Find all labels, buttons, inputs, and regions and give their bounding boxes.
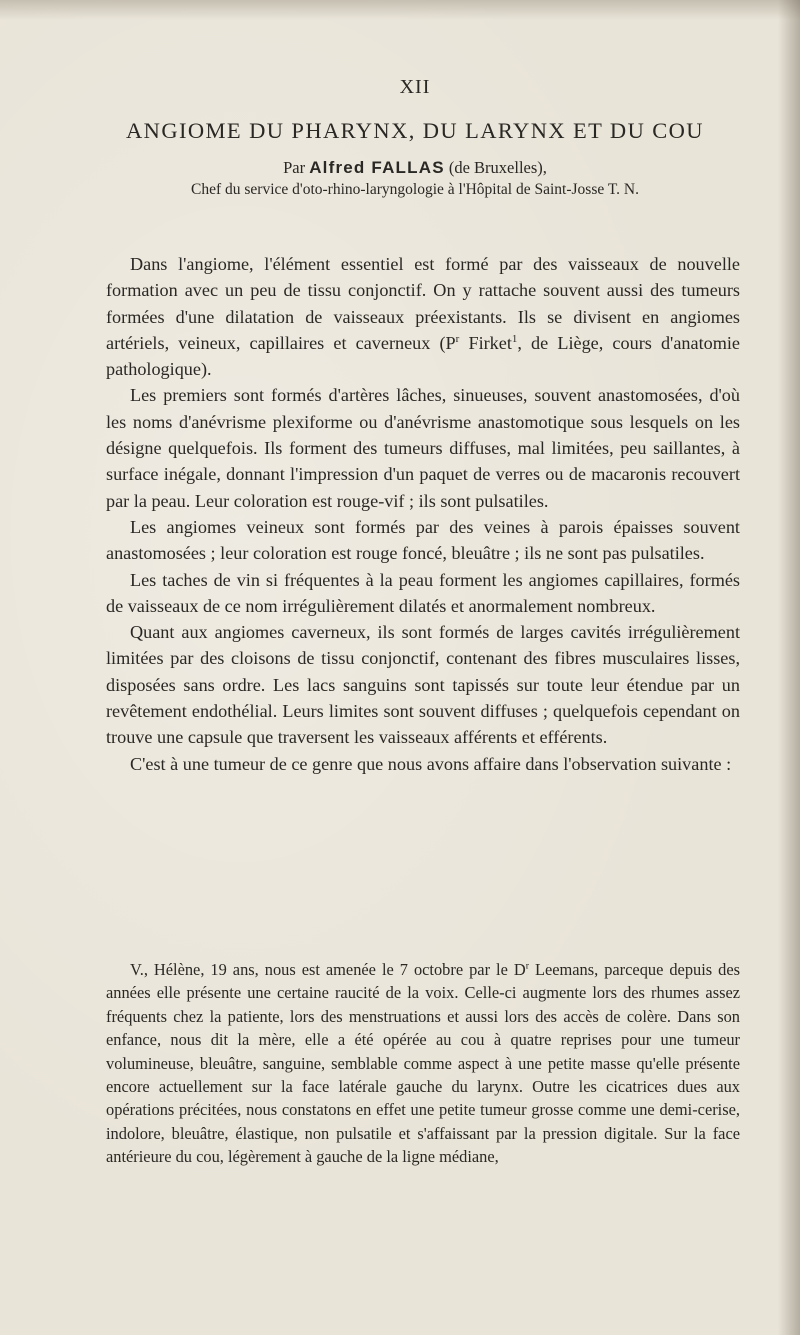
paragraph: C'est à une tumeur de ce genre que nous avons affaire dans l'observation suivante : <box>130 753 732 774</box>
superscript: r <box>455 332 460 345</box>
article-body <box>106 251 740 777</box>
byline-location: (de Bruxelles), <box>448 158 547 177</box>
author-affiliation: Chef du service d'oto-rhino-laryngologie à l'Hôpital de Saint-Josse T. N. <box>191 181 639 198</box>
page-shadow-right <box>778 0 800 1335</box>
superscript: r <box>525 960 529 972</box>
byline-prefix: Par <box>283 158 306 177</box>
paragraph <box>106 251 740 382</box>
paragraph: Les angiomes veineux sont formés par des veines à parois épaisses souvent anastomosées ; leur coloration est rouge foncé, bleuâtre ; ils ne sont pas pulsatiles. <box>106 516 740 564</box>
paragraph: Les premiers sont formés d'artères lâches, sinueuses, souvent anastomosées, d'où les noms d'anévrisme plexiforme ou d'anévrisme anastomotique sous lesquels on les désigne quelquefois. Ils forment des tumeurs diffuses, mal limitées, peu saillantes, à surface inégale, donnant l'impression d'un paquet de verres ou de macaronis recouvert par la peau. Leur coloration est rouge-vif ; ils sont pulsatiles. <box>106 385 740 511</box>
case-text: Leemans, parceque depuis des années elle présente une certaine raucité de la voix. Celle-ci augmente lors des rhumes assez fréquents chez la patiente, lors des menstruations et aussi lors des accès de colère. Dans son enfance, nous dit la mère, elle a été opérée au cou à quatre reprises pour une tumeur volumineuse, bleuâtre, sanguine, semblable comme aspect à une petite masse qu'elle présente encore actuellement sur la face latérale gauche du larynx. Outre les cicatrices dues aux opérations précitées, nous constatons en effet une petite tumeur grosse comme une demi-cerise, indolore, bleuâtre, élastique, non pulsatile et s'affaissant par la pression digitale. Sur la face antérieure du cou, légèrement à gauche de la ligne médiane, <box>106 960 740 1167</box>
paragraph: Quant aux angiomes caverneux, ils sont formés de larges cavités irrégulièrement limitées par des cloisons de tissu conjonctif, contenant des fibres musculaires lisses, disposées sans ordre. Les lacs sanguins sont tapissés sur toute leur étendue par un revêtement endothélial. Leurs limites sont souvent diffuses ; quelquefois cependant on trouve une capsule que traversent les vaisseaux afférents et efférents. <box>106 622 740 748</box>
paragraph-text: Dans l'angiome, l'élément essentiel est formé par des vaisseaux de nouvelle formation avec un peu de tissu conjonctif. On y rattache souvent aussi des tumeurs formées d'une dilatation de vaisseaux préexistants. Ils se divisent en angiomes artériels, veineux, capillaires et caverneux (P <box>106 254 740 353</box>
case-paragraph <box>106 958 740 1169</box>
byline <box>0 158 800 178</box>
paragraph: Les taches de vin si fréquentes à la peau forment les angiomes capillaires, formés de vaisseaux de ce nom irrégulièrement dilatés et anormalement nombreux. <box>106 569 740 616</box>
paragraph-text: Firket <box>459 332 512 353</box>
paragraph-text: , de Liège, cours d'anatomie pathologique). <box>106 332 740 380</box>
page-shadow-top <box>0 0 800 20</box>
footnote-mark: 1 <box>511 332 518 345</box>
case-text: V., Hélène, 19 ans, nous est amenée le 7 octobre par le D <box>130 960 526 979</box>
chapter-number: XII <box>399 76 431 98</box>
article-title: ANGIOME DU PHARYNX, DU LARYNX ET DU COU <box>126 118 704 143</box>
case-report <box>106 958 740 1169</box>
author-name: Alfred FALLAS <box>309 158 445 177</box>
